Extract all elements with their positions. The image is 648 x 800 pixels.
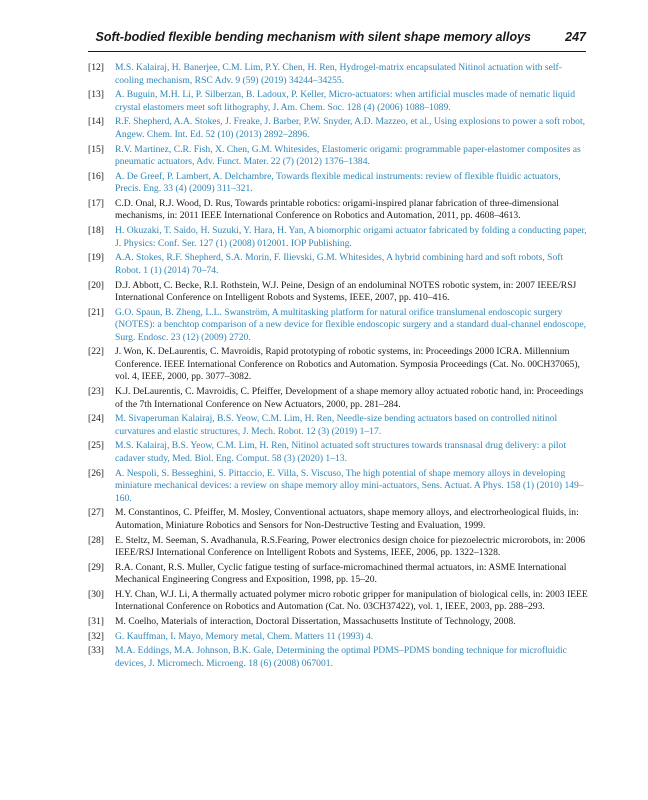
reference-item: [88, 645, 588, 670]
reference-item: [88, 198, 588, 223]
reference-number: [16]: [88, 170, 104, 182]
reference-item: [88, 225, 588, 250]
reference-item: [88, 171, 588, 196]
reference-text: R.A. Conant, R.S. Muller, Cyclic fatigue testing of surface-micromachined thermal actuators, in: ASME International Mechanical Engineering Congress and Exposition, 1998, pp. 15–20.: [115, 561, 567, 586]
reference-number: [12]: [88, 62, 104, 73]
reference-number: [33]: [88, 645, 104, 657]
reference-item: [88, 144, 588, 169]
reference-number: [18]: [88, 225, 104, 237]
reference-number: [17]: [88, 197, 104, 209]
reference-text: J. Won, K. DeLaurentis, C. Mavroidis, Rapid prototyping of robotic systems, in: Proceedings 2000 ICRA. Millennium Conference. IEEE International Conference on Robotics and Automation. Symposia Proceedings (Cat. No. 00CH37065), vol. 4, IEEE, 2000, pp. 3077–3082.: [115, 346, 580, 383]
reference-text: K.J. DeLaurentis, C. Mavroidis, C. Pfeiffer, Development of a shape memory alloy actuated robotic hand, in: Proceedings of the 7th International Conference on New Actuators, 2000, pp. 281–284.: [115, 386, 584, 410]
page-number: 247: [565, 30, 586, 44]
reference-item: [88, 116, 588, 141]
reference-link[interactable]: H. Okuzaki, T. Saido, H. Suzuki, Y. Hara, H. Yan, A biomorphic origami actuator fabricated by folding a conducting paper, J. Physics: Conf. Ser. 127 (1) (2008) 012001. IOP Publishing.: [115, 225, 587, 249]
reference-item: [88, 562, 588, 587]
reference-text: C.D. Onal, R.J. Wood, D. Rus, Towards printable robotics: origami-inspired planar fabrication of three-dimensional mechanisms, in: 2011 IEEE International Conference on Robotics and Automation, 2011, pp. 4608–4613.: [115, 197, 559, 222]
reference-link[interactable]: A.A. Stokes, R.F. Shepherd, S.A. Morin, F. Ilievski, G.M. Whitesides, A hybrid combining hard and soft robots, Soft Robot. 1 (1) (2014) 70–74.: [115, 252, 564, 276]
reference-number: [31]: [88, 616, 104, 628]
reference-item: [88, 346, 588, 384]
reference-item: [88, 386, 588, 411]
reference-text: M. Constantinos, C. Pfeiffer, M. Mosley, Conventional actuators, shape memory alloys, and electrorheological fluids, in: Automation, Miniature Robotics and Sensors for Non-Destructive Testing and Evaluation, 1999.: [115, 507, 579, 531]
reference-item: [88, 535, 588, 560]
reference-number: [30]: [88, 588, 104, 600]
reference-link[interactable]: A. De Greef, P. Lambert, A. Delchambre, Towards flexible medical instruments: review of flexible fluidic actuators, Precis. Eng. 33 (4) (2009) 311–321.: [115, 170, 561, 195]
reference-link[interactable]: M.A. Eddings, M.A. Johnson, B.K. Gale, Determining the optimal PDMS–PDMS bonding technique for microfluidic devices, J. Micromech. Microeng. 18 (6) (2008) 067001.: [115, 645, 567, 669]
reference-link[interactable]: R.V. Martinez, C.R. Fish, X. Chen, G.M. Whitesides, Elastomeric origami: programmable paper-elastomer composites as pneumatic actuators, Adv. Funct. Mater. 22 (7) (2012) 1376–1384.: [115, 143, 581, 168]
reference-item: [88, 440, 588, 465]
reference-link[interactable]: G.O. Spaun, B. Zheng, L.L. Swanström, A multitasking platform for natural orifice translumenal endoscopic surgery (NOTES): a benchtop comparison of a new device for flexible endoscopic surgery and a standard dual-channel endoscope, Surg. Endosc. 23 (12) (2009) 2720.: [115, 306, 587, 343]
running-header: [88, 30, 586, 48]
reference-link[interactable]: M. Sivaperuman Kalairaj, B.S. Yeow, C.M. Lim, H. Ren, Needle-size bending actuators based on controlled nitinol curvatures and elastic structures, J. Mech. Robot. 12 (3) (2019) 1–17.: [115, 413, 558, 437]
reference-item: [88, 89, 588, 114]
reference-text: M. Coelho, Materials of interaction, Doctoral Dissertation, Massachusetts Institute of Technology, 2008.: [115, 616, 516, 628]
reference-link[interactable]: M.S. Kalairaj, H. Banerjee, C.M. Lim, P.Y. Chen, H. Ren, Hydrogel-matrix encapsulated Nitinol actuation with self-cooling mechanism, RSC Adv. 9 (59) (2019) 34244–34255.: [115, 62, 562, 86]
reference-link[interactable]: A. Nespoli, S. Besseghini, S. Pittaccio, E. Villa, S. Viscuso, The high potential of shape memory alloys in developing miniature mechanical devices: a review on shape memory alloy mini-actuators, Sens. Actuat. A Phys. 158 (1) (2010) 149–160.: [115, 467, 584, 504]
reference-item: [88, 631, 588, 644]
reference-number: [25]: [88, 440, 104, 452]
reference-number: [26]: [88, 467, 104, 479]
reference-number: [21]: [88, 306, 104, 318]
reference-number: [24]: [88, 413, 104, 425]
reference-number: [29]: [88, 561, 104, 573]
reference-item: [88, 62, 588, 87]
reference-number: [28]: [88, 534, 104, 546]
running-title: Soft-bodied flexible bending mechanism with silent shape memory alloys: [95, 30, 531, 44]
reference-link[interactable]: A. Buguin, M.H. Li, P. Silberzan, B. Ladoux, P. Keller, Micro-actuators: when artificial muscles made of nematic liquid crystal elastomers meet soft lithography, J. Am. Chem. Soc. 128 (4) (2006) 1088–1089.: [115, 89, 576, 113]
reference-item: [88, 280, 588, 305]
reference-link[interactable]: M.S. Kalairaj, B.S. Yeow, C.M. Lim, H. Ren, Nitinol actuated soft structures towards transnasal drug delivery: a pilot cadaver study, Med. Biol. Eng. Comput. 58 (3) (2020) 1–13.: [115, 440, 567, 464]
reference-text: E. Steltz, M. Seeman, S. Avadhanula, R.S.Fearing, Power electronics design choice for piezoelectric microrobots, in: 2006 IEEE/RSJ International Conference on Intelligent Robots and Systems, IEEE, 2006, pp. 1322–1328.: [115, 534, 586, 558]
reference-number: [27]: [88, 507, 104, 519]
reference-list: [88, 62, 588, 673]
reference-number: [32]: [88, 630, 104, 642]
reference-item: [88, 589, 588, 614]
reference-number: [14]: [88, 116, 104, 128]
reference-number: [15]: [88, 143, 104, 155]
reference-item: [88, 468, 588, 506]
reference-number: [19]: [88, 252, 104, 264]
reference-item: [88, 413, 588, 438]
reference-number: [20]: [88, 279, 104, 291]
header-rule: [88, 51, 586, 52]
reference-item: [88, 307, 588, 345]
reference-link[interactable]: G. Kauffman, I. Mayo, Memory metal, Chem. Matters 11 (1993) 4.: [115, 630, 374, 642]
reference-item: [88, 252, 588, 277]
reference-link[interactable]: R.F. Shepherd, A.A. Stokes, J. Freake, J. Barber, P.W. Snyder, A.D. Mazzeo, et al., Using explosions to power a soft robot, Angew. Chem. Int. Ed. 52 (10) (2013) 2892–2896.: [115, 116, 586, 140]
reference-number: [22]: [88, 346, 104, 358]
reference-number: [13]: [88, 89, 104, 101]
reference-item: [88, 616, 588, 629]
reference-item: [88, 507, 588, 532]
reference-text: H.Y. Chan, W.J. Li, A thermally actuated polymer micro robotic gripper for manipulation of biological cells, in: 2003 IEEE International Conference on Robotics and Automation (Cat. No. 03CH37422), vol. 1, IEEE, 2003, pp. 288–293.: [115, 588, 588, 613]
reference-text: D.J. Abbott, C. Becke, R.I. Rothstein, W.J. Peine, Design of an endoluminal NOTES robotic system, in: 2007 IEEE/RSJ International Conference on Intelligent Robots and Systems, IEEE, 2007, pp. 410–416.: [115, 279, 577, 303]
reference-number: [23]: [88, 386, 104, 398]
